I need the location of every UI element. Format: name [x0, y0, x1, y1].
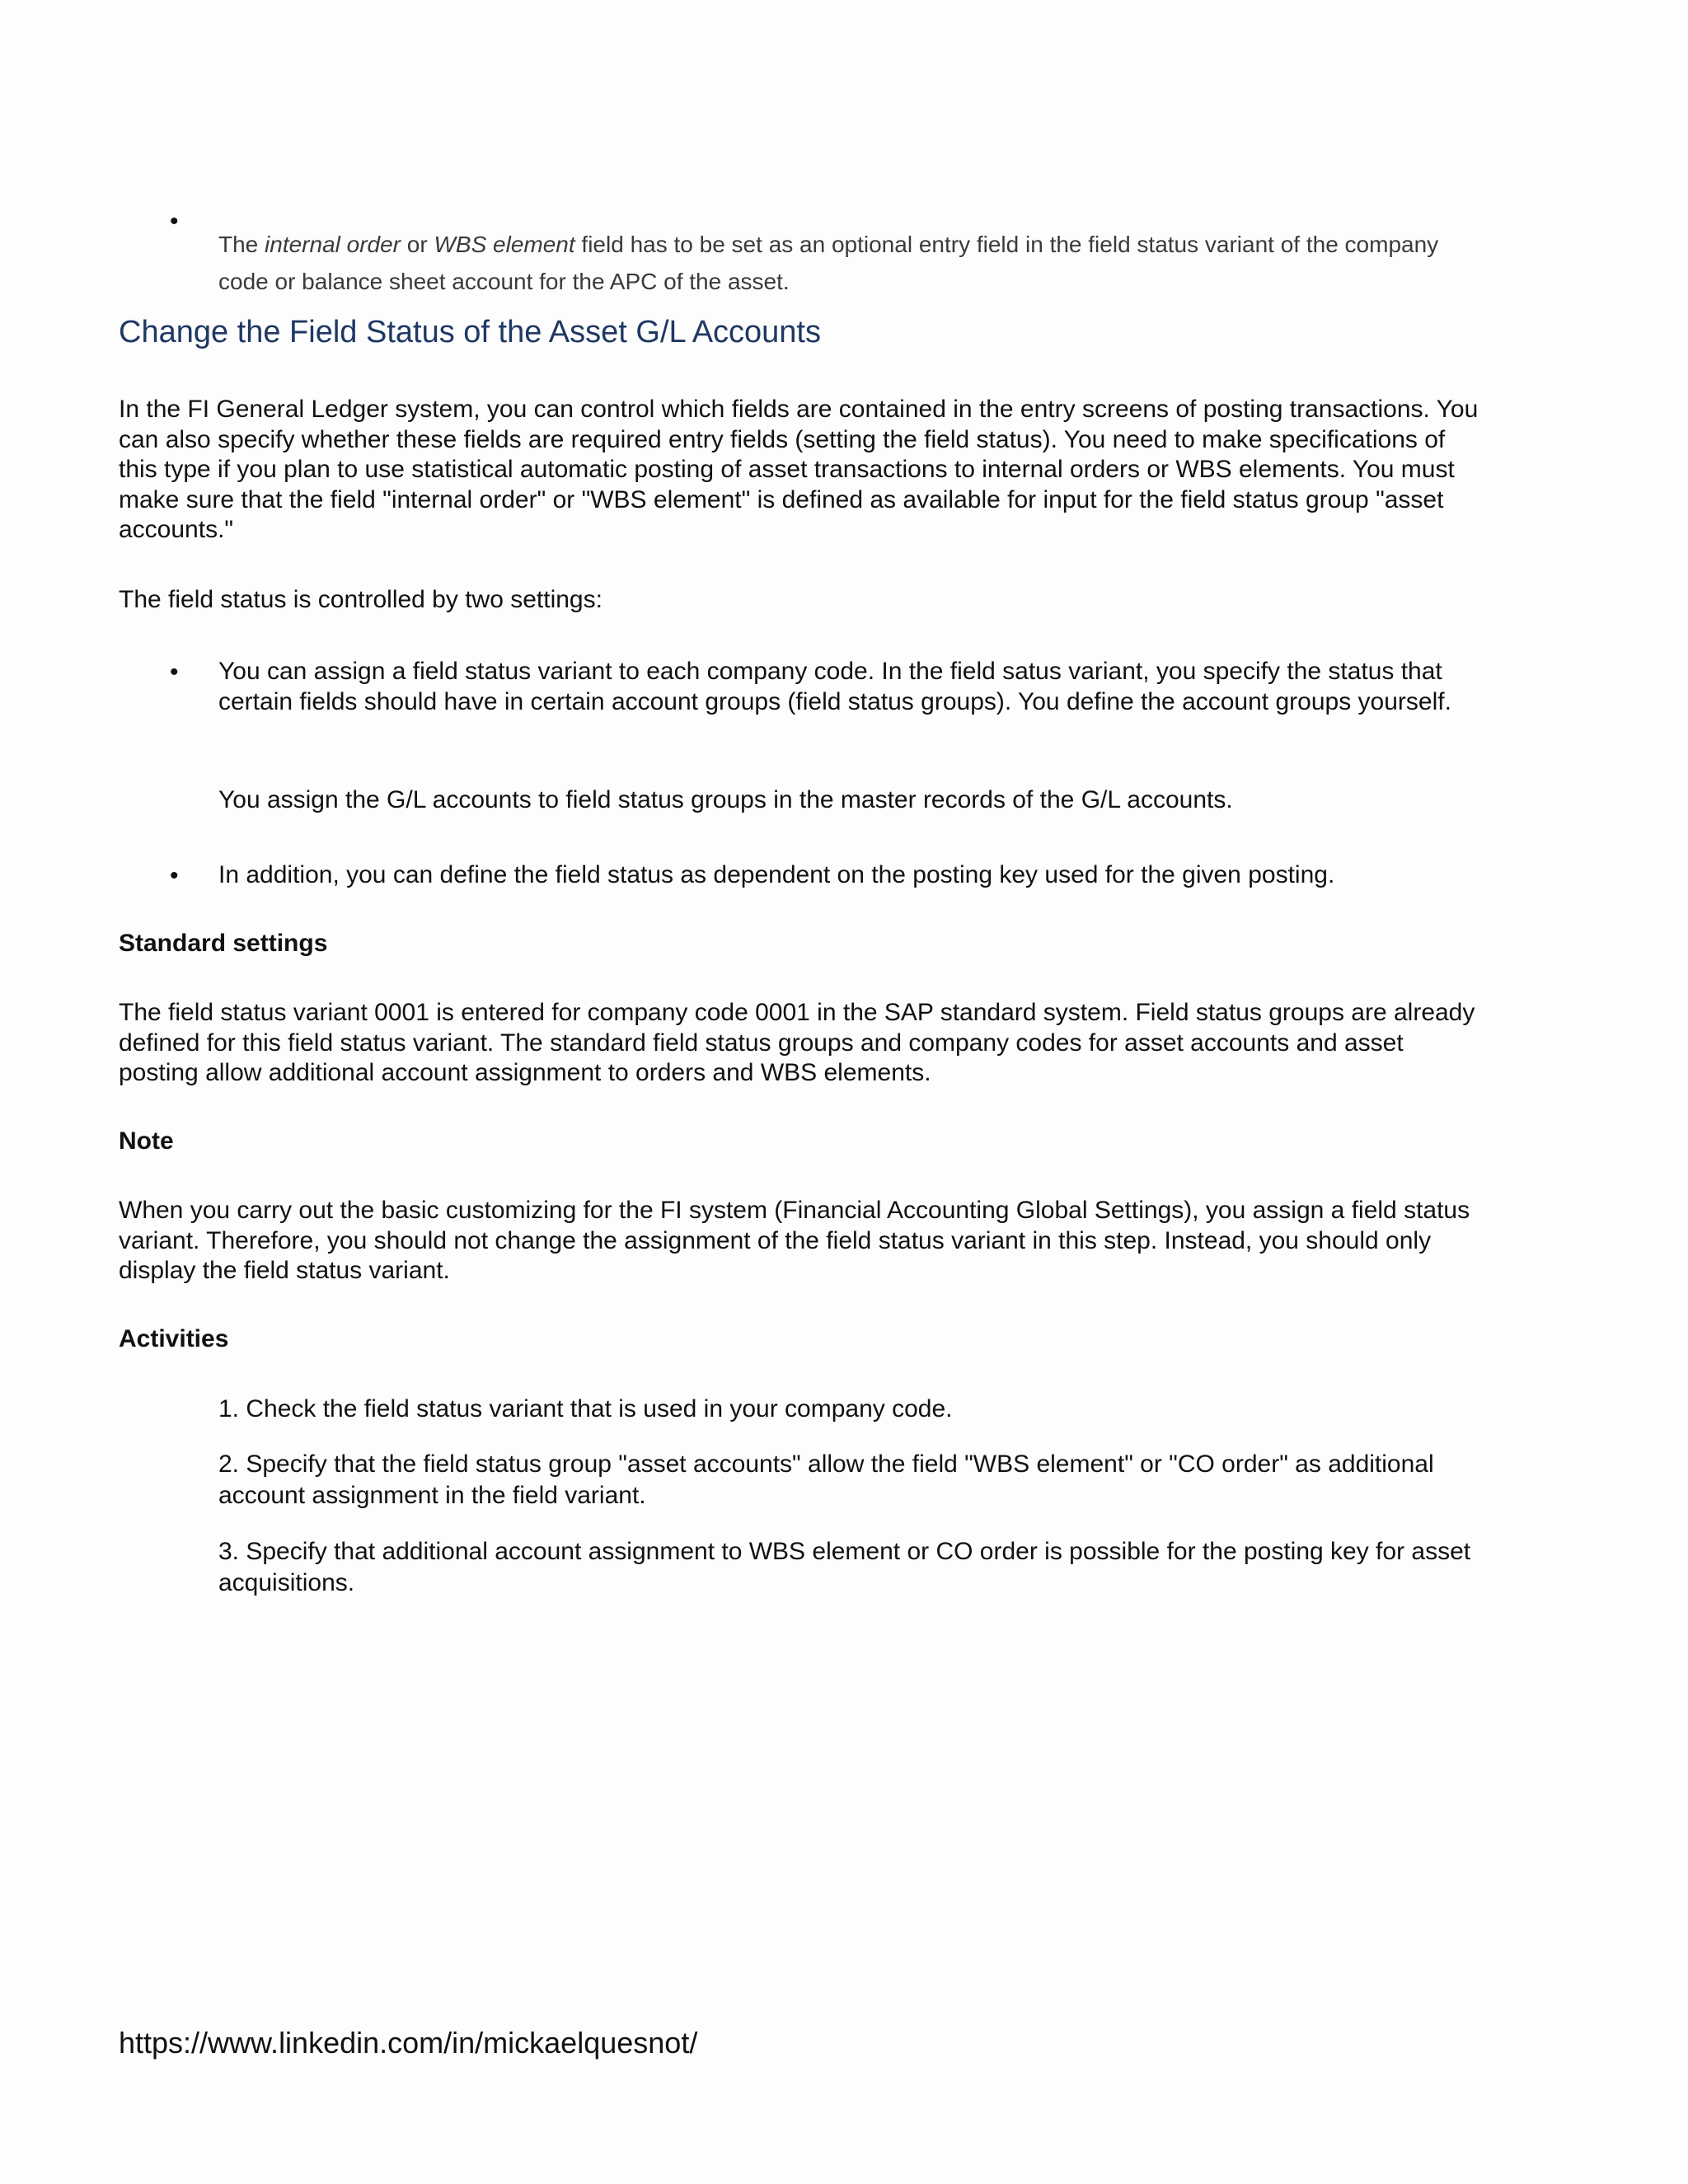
activity-item-3: 3. Specify that additional account assignment to WBS element or CO order is possible for the posting key for asset acquisitions. [218, 1538, 1471, 1596]
standard-settings-text: The field status variant 0001 is entered for company code 0001 in the SAP standard system. Field status groups are already defined for this field status variant. The standard field status groups and company codes for asset accounts and asset posting allow additional account assignment to orders and WBS elements. [119, 999, 1475, 1086]
bullet-icon: • [170, 208, 179, 235]
linkedin-profile-link[interactable]: https://www.linkedin.com/in/mickaelquesnot/ [119, 2026, 698, 2060]
intro-paragraph: In the FI General Ledger system, you can control which fields are contained in the entry screens of posting transactions. You can also specify whether these fields are required entry fields (setting the field status). You need to make specifications of this type if you plan to use statistical automatic posting of asset transactions to internal orders or WBS elements. You must make sure that the field "internal order" or "WBS element" is defined as available for input for the field status group "asset accounts." [119, 396, 1479, 543]
activity-item-2: 2. Specify that the field status group "asset accounts" allow the field "WBS element" or "CO order" as additional account assignment in the field variant. [218, 1451, 1434, 1509]
internal-order-term: internal order [265, 232, 401, 257]
bullet-icon: • [170, 862, 179, 889]
settings-bullet-1-text: You can assign a field status variant to each company code. In the field satus variant, you specify the status that certain fields should have in certain account groups (field status groups). You define the account groups yourself. [218, 658, 1451, 715]
settings-bullet-2-text: In addition, you can define the field status as dependent on the posting key used for the given posting. [218, 861, 1335, 888]
activities-heading: Activities [119, 1325, 229, 1352]
settings-bullet-1-subtext: You assign the G/L accounts to field status groups in the master records of the G/L accounts. [218, 786, 1233, 813]
activity-item-1: 1. Check the field status variant that is used in your company code. [218, 1395, 953, 1422]
wbs-element-term: WBS element [434, 232, 575, 257]
note-text: When you carry out the basic customizing for the FI system (Financial Accounting Global Settings), you assign a field status variant. Therefore, you should not change the assignment of the field status variant in this step. Instead, you should only display the field status variant. [119, 1197, 1470, 1284]
section-title: Change the Field Status of the Asset G/L Accounts [119, 315, 821, 349]
standard-settings-heading: Standard settings [119, 930, 328, 957]
controlled-by-paragraph: The field status is controlled by two settings: [119, 586, 603, 613]
note-heading: Note [119, 1127, 174, 1155]
intro-bullet-text: The internal order or WBS element field has to be set as an optional entry field in the field status variant of the company code or balance sheet account for the APC of the asset. [218, 232, 1439, 294]
bullet-icon: • [170, 658, 179, 686]
